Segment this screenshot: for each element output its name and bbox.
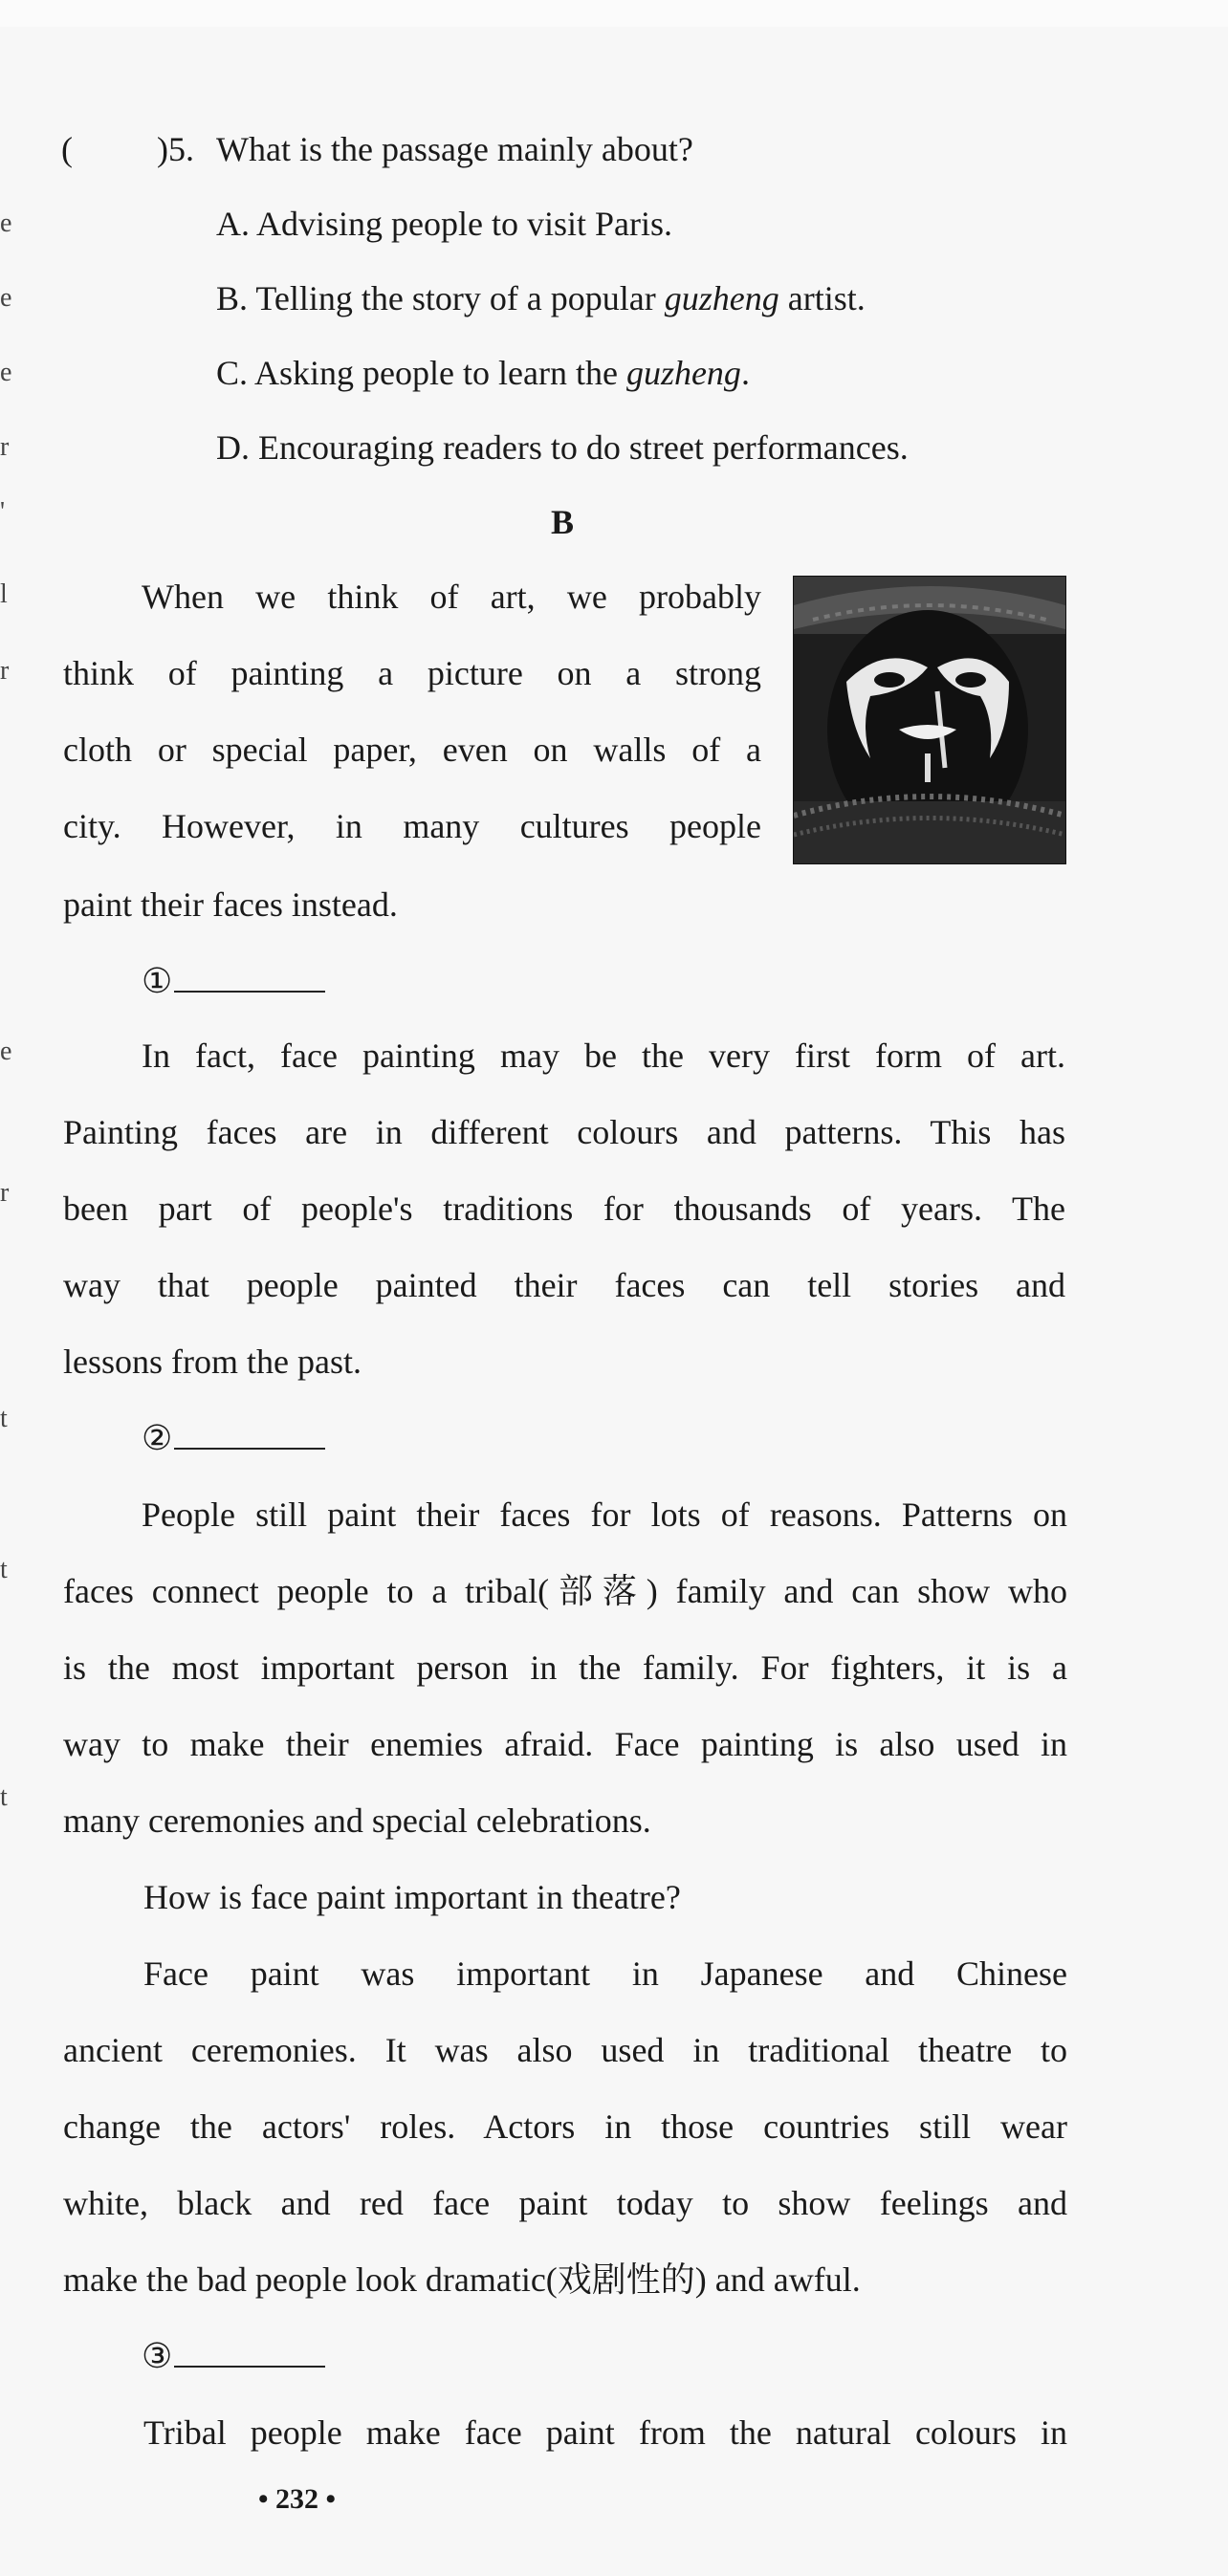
para3-line: many ceremonies and special celebrations. bbox=[63, 1801, 651, 1840]
margin-mark: r bbox=[0, 432, 10, 462]
option-text: Asking people to learn the bbox=[254, 354, 626, 392]
blank-number: ③ bbox=[142, 2337, 173, 2375]
blank-underline[interactable] bbox=[174, 1419, 325, 1450]
page-number: • 232 • bbox=[258, 2483, 337, 2515]
para4-line: change the actors' roles. Actors in those countries still wear bbox=[63, 2107, 1067, 2146]
option-a bbox=[216, 203, 672, 245]
option-label: B. bbox=[216, 279, 249, 317]
option-d bbox=[216, 426, 909, 469]
section-title: B bbox=[551, 503, 575, 541]
question-stem: What is the passage mainly about? bbox=[216, 130, 693, 168]
margin-mark: e bbox=[0, 208, 12, 238]
margin-mark: e bbox=[0, 1037, 12, 1066]
option-italic: guzheng bbox=[664, 279, 779, 317]
option-text: Telling the story of a popular bbox=[255, 279, 665, 317]
margin-mark: t bbox=[0, 1555, 8, 1584]
para4-line: white, black and red face paint today to show feelings and bbox=[63, 2184, 1067, 2222]
option-label: A. bbox=[216, 205, 250, 243]
blank-1[interactable] bbox=[142, 960, 325, 1002]
option-label: C. bbox=[216, 354, 249, 392]
painted-face-photo bbox=[793, 576, 1066, 864]
option-text: Advising people to visit Paris. bbox=[256, 205, 673, 243]
para3-line: is the most important person in the family. For fighters, it is a bbox=[63, 1648, 1067, 1687]
para1-line: cloth or special paper, even on walls of a bbox=[63, 731, 761, 769]
answer-paren-open: ( bbox=[61, 130, 73, 168]
para4-line: make the bad people look dramatic(戏剧性的) and awful. bbox=[63, 2260, 861, 2299]
left-margin-marks bbox=[0, 0, 19, 2576]
face-paint-image bbox=[794, 577, 1065, 863]
subheading-question: How is face paint important in theatre? bbox=[143, 1878, 681, 1916]
para1-line: city. However, in many cultures people bbox=[63, 807, 761, 845]
question-number: )5. bbox=[157, 130, 194, 168]
para1-line: think of painting a picture on a strong bbox=[63, 654, 761, 692]
margin-mark: ' bbox=[0, 497, 6, 527]
blank-underline[interactable] bbox=[174, 2337, 325, 2368]
blank-2[interactable] bbox=[142, 1417, 325, 1459]
option-text-after: . bbox=[740, 354, 750, 392]
para3-line: way to make their enemies afraid. Face painting is also used in bbox=[63, 1725, 1067, 1763]
margin-mark: t bbox=[0, 1782, 8, 1812]
para3-line: faces connect people to a tribal(部落) family and can show who bbox=[63, 1572, 1067, 1610]
top-band bbox=[0, 0, 1228, 27]
option-text: Encouraging readers to do street performances. bbox=[258, 428, 909, 467]
para3-line: People still paint their faces for lots of reasons. Patterns on bbox=[142, 1495, 1067, 1534]
para4-line: Face paint was important in Japanese and Chinese bbox=[143, 1954, 1067, 1993]
blank-number: ② bbox=[142, 1419, 173, 1457]
para2-line: way that people painted their faces can tell stories and bbox=[63, 1266, 1065, 1304]
para2-line: lessons from the past. bbox=[63, 1343, 362, 1381]
para2-line: been part of people's traditions for thousands of years. The bbox=[63, 1190, 1065, 1228]
para2-line: In fact, face painting may be the very first form of art. bbox=[142, 1037, 1065, 1075]
blank-underline[interactable] bbox=[174, 962, 325, 993]
option-label: D. bbox=[216, 428, 250, 467]
para5-line: Tribal people make face paint from the natural colours in bbox=[143, 2413, 1067, 2452]
margin-mark: r bbox=[0, 656, 10, 686]
margin-mark: t bbox=[0, 1404, 8, 1433]
blank-3[interactable] bbox=[142, 2335, 325, 2377]
para4-line: ancient ceremonies. It was also used in traditional theatre to bbox=[63, 2031, 1067, 2069]
para2-line: Painting faces are in different colours and patterns. This has bbox=[63, 1113, 1065, 1151]
para1-line: paint their faces instead. bbox=[63, 885, 398, 924]
margin-mark: e bbox=[0, 358, 12, 387]
margin-mark: e bbox=[0, 283, 12, 313]
option-italic: guzheng bbox=[625, 354, 741, 392]
para1-line: When we think of art, we probably bbox=[142, 578, 761, 616]
margin-mark: l bbox=[0, 579, 8, 609]
margin-mark: r bbox=[0, 1178, 10, 1208]
option-c bbox=[216, 352, 750, 394]
option-b bbox=[216, 277, 866, 319]
option-text-after: artist. bbox=[778, 279, 866, 317]
blank-number: ① bbox=[142, 962, 173, 1000]
